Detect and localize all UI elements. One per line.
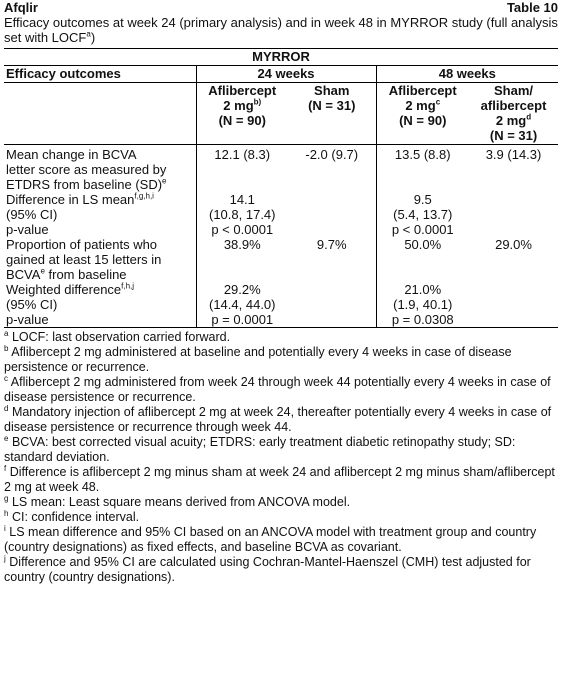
table-cell bbox=[469, 192, 558, 237]
table-row bbox=[4, 145, 558, 193]
table-cell bbox=[288, 192, 376, 237]
study-name: MYRROR bbox=[4, 49, 558, 66]
row-label: Weighted difference$^{f,h,j}$ (95% CI) p-value bbox=[4, 282, 196, 328]
footnote: $^h$ CI: confidence interval. bbox=[4, 508, 140, 524]
row-label: Difference in LS mean$^{f,g,h,i}$ (95% CI) p-value bbox=[6, 191, 154, 237]
table-cell: 3.9 (14.3) bbox=[485, 147, 542, 162]
week-48-header: 48 weeks bbox=[376, 66, 558, 83]
table-cell: 12.1 (8.3) bbox=[196, 145, 288, 193]
table-cell bbox=[288, 282, 376, 328]
arm-header-sham-24: Sham (N = 31) bbox=[288, 83, 376, 145]
footnote: $^f$ Difference is aflibercept 2 mg minus sham at week 24 and aflibercept 2 mg minus sham/aflibercept 2 mg at week 48. bbox=[4, 463, 555, 494]
arm-header-row bbox=[4, 83, 558, 145]
arm-header-aflibercept-48: Aflibercept 2 $mg^c$ (N = 90) bbox=[376, 83, 469, 145]
table-cell: 38.9% bbox=[196, 237, 288, 282]
arm-header-sham-aflibercept-48: Sham/ aflibercept 2 $mg^d$ (N = 31) bbox=[469, 83, 558, 145]
week-24-header: 24 weeks bbox=[196, 66, 376, 83]
footnote: $^g$ LS mean: Least square means derived from ANCOVA model. bbox=[4, 493, 351, 509]
table-cell: 13.5 (8.8) bbox=[376, 145, 469, 193]
table-cell: 9.7% bbox=[316, 237, 347, 252]
table-cell: 50.0% bbox=[376, 237, 469, 282]
efficacy-table bbox=[4, 48, 558, 328]
table-cell: 29.0% bbox=[495, 237, 532, 252]
row-label: Mean change in BCVA letter score as measured by ETDRS from baseline (SD)$^e$ bbox=[6, 147, 167, 192]
table-cell: 29.2% (14.4, 44.0) p = 0.0001 bbox=[196, 282, 288, 328]
table-cell: -2.0 (9.7) bbox=[305, 147, 359, 162]
footnote: $^c$ Aflibercept 2 mg administered from week 24 through week 44 potentially every 4 weeks in case of disease persistence or recurrence. bbox=[4, 373, 551, 404]
first-col-header: Efficacy outcomes bbox=[4, 66, 196, 83]
table-cell bbox=[469, 282, 558, 328]
footnote: $^b$ Aflibercept 2 mg administered at baseline and potentially every 4 weeks in case of disease persistence or recurrence. bbox=[4, 343, 512, 374]
footnote: $^e$ BCVA: best corrected visual acuity; ETDRS: early treatment diabetic retinopathy study; SD: standard deviation. bbox=[4, 433, 516, 464]
footnote: $^d$ Mandatory injection of aflibercept 2 mg at week 24, thereafter potentially every 4 weeks in case of disease persistence or recurrence through week 44. bbox=[4, 403, 552, 434]
footnote: $^i$ LS mean difference and 95% CI based on an ANCOVA model with treatment group and country (country designations) as fixed effects, and baseline BCVA as covariant. bbox=[4, 523, 537, 554]
table-cell: 14.1 (10.8, 17.4) p < 0.0001 bbox=[196, 192, 288, 237]
row-label: Proportion of patients who gained at least 15 letters in BCVA$^e$ from baseline bbox=[6, 237, 162, 282]
table-row bbox=[4, 192, 558, 237]
table-cell: 9.5 (5.4, 13.7) p < 0.0001 bbox=[376, 192, 469, 237]
week-header-row bbox=[4, 66, 558, 83]
page-header bbox=[4, 0, 558, 15]
product-name: Afqlir bbox=[4, 0, 38, 15]
table-caption: Efficacy outcomes at week 24 (primary analysis) and in week 48 in MYRROR study (full analysis set with LOCF$^a$) bbox=[4, 15, 558, 45]
footnotes bbox=[4, 330, 558, 585]
table-number: Table 10 bbox=[506, 0, 558, 15]
table-row bbox=[4, 282, 558, 328]
footnote: $^j$ Difference and 95% CI are calculated using Cochran-Mantel-Haenszel (CMH) test adjusted for country (country designations). bbox=[4, 553, 531, 584]
table-row bbox=[4, 237, 558, 282]
arm-header-aflibercept-24: Aflibercept 2 $mg^{b)}$ (N = 90) bbox=[196, 83, 288, 145]
table-cell: 21.0% (1.9, 40.1) p = 0.0308 bbox=[376, 282, 469, 328]
footnote: $^a$ LOCF: last observation carried forward. bbox=[4, 328, 231, 344]
study-header-row bbox=[4, 49, 558, 66]
